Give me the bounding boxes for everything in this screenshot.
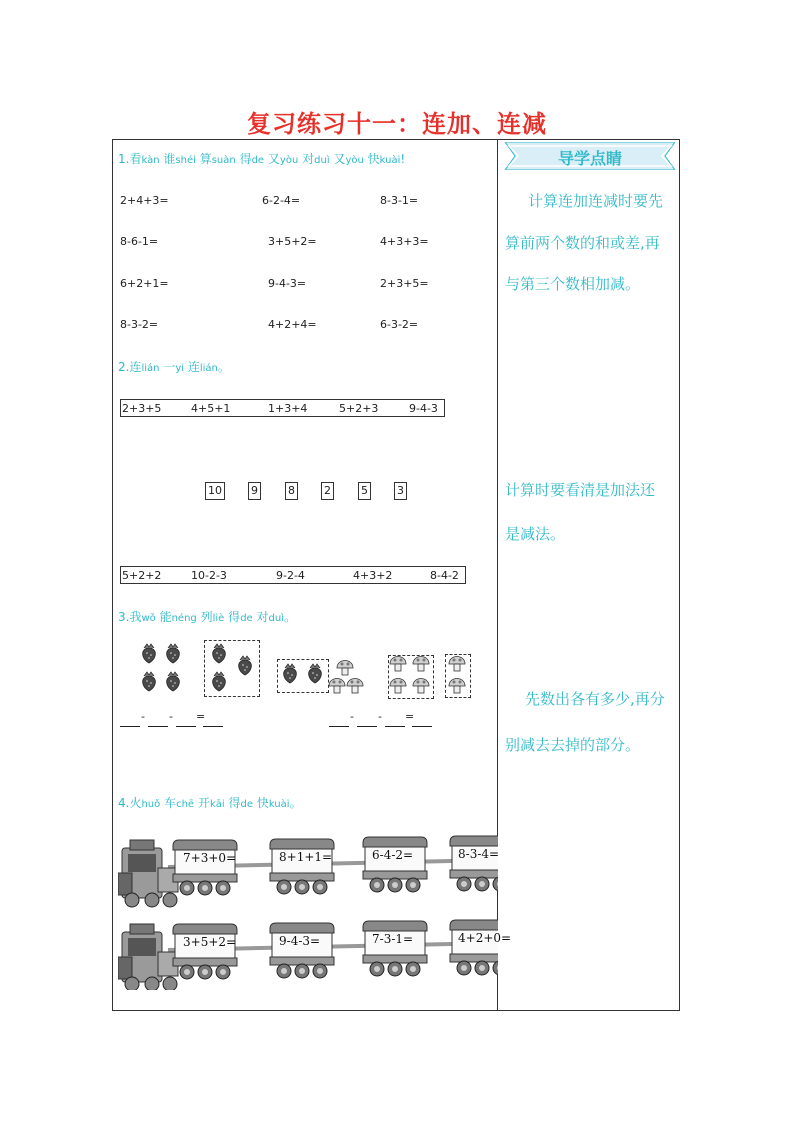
minus-sign: - [350,710,354,723]
sidebar-tip-line: 先数出各有多少,再分 [525,690,665,708]
minus-sign: - [169,710,173,723]
answer-number-box[interactable]: 8 [285,482,298,500]
answer-blank[interactable] [329,716,349,727]
answer-number-box[interactable]: 9 [248,482,261,500]
answer-blank[interactable] [176,716,196,727]
bottom-expression-row [120,566,466,584]
expression[interactable]: 4+5+1 [191,402,231,415]
dashed-group-box [277,659,329,693]
train-car-equation: 8-3-4= [458,847,500,861]
minus-sign: - [141,710,145,723]
answer-blank[interactable] [412,716,432,727]
answer-number-box[interactable]: 10 [205,482,225,500]
top-expression-row [120,399,445,417]
equation: 2+3+5= [380,277,429,290]
section3-heading: 3.我wǒ 能néng 列liè 得de 对duì。 [118,610,297,624]
expression[interactable]: 10-2-3 [191,569,227,582]
train-car-equation: 8+1+1= [279,850,333,864]
sidebar-tip-line: 别减去去掉的部分。 [505,736,641,754]
section1-heading: 1.看kàn 谁shéi 算suàn 得de 又yòu 对duì 又yòu 快kuài! [118,152,406,166]
equation: 6-2-4= [262,194,301,207]
answer-blank[interactable] [120,716,140,727]
expression[interactable]: 9-4-3 [409,402,438,415]
expression[interactable]: 5+2+3 [339,402,379,415]
equation: 3+5+2= [268,235,317,248]
sidebar-tip-line: 计算时要看清是加法还 [505,481,656,499]
minus-sign: - [378,710,382,723]
train-car-equation: 7-3-1= [372,932,414,946]
train-car-equation: 3+5+2= [183,935,237,949]
equals-sign: = [405,710,415,723]
expression[interactable]: 1+3+4 [268,402,308,415]
answer-number-box[interactable]: 3 [394,482,407,500]
expression[interactable]: 4+3+2 [353,569,393,582]
train-car-equation: 7+3+0= [183,851,237,865]
sidebar-tip-line: 计算连加连减时要先 [528,192,664,210]
equation: 9-4-3= [268,277,307,290]
expression[interactable]: 8-4-2 [430,569,459,582]
equation: 8-3-1= [380,194,419,207]
page-title: 复习练习十一：连加、连减 [247,110,547,138]
train-car-equation: 6-4-2= [372,848,414,862]
section2-heading: 2.连lián 一yi 连lián。 [118,360,230,374]
sidebar-tip-line: 是减法。 [505,525,566,543]
answer-blank[interactable] [357,716,377,727]
sidebar-title: 导学点睛 [557,149,622,168]
answer-blank[interactable] [148,716,168,727]
equation: 4+2+4= [268,318,317,331]
expression[interactable]: 5+2+2 [122,569,162,582]
expression[interactable]: 2+3+5 [122,402,162,415]
section4-heading: 4.火huǒ 车chē 开kāi 得de 快kuài。 [118,796,302,810]
equation: 4+3+3= [380,235,429,248]
dashed-group-box [388,655,434,699]
equation: 6+2+1= [120,277,169,290]
train-car-equation: 9-4-3= [279,934,321,948]
dashed-group-box [204,640,260,697]
equation: 2+4+3= [120,194,169,207]
answer-number-box[interactable]: 5 [358,482,371,500]
equation: 8-6-1= [120,235,159,248]
answer-blank[interactable] [203,716,223,727]
sidebar-tip-line: 算前两个数的和或差,再 [505,234,660,252]
sidebar-tip-line: 与第三个数相加减。 [505,275,641,293]
train-car-equation: 4+2+0= [458,931,512,945]
answer-number-box[interactable]: 2 [321,482,334,500]
equation: 6-3-2= [380,318,419,331]
equation: 8-3-2= [120,318,159,331]
expression[interactable]: 9-2-4 [276,569,305,582]
dashed-group-box [445,654,471,698]
answer-blank[interactable] [385,716,405,727]
equals-sign: = [196,710,206,723]
